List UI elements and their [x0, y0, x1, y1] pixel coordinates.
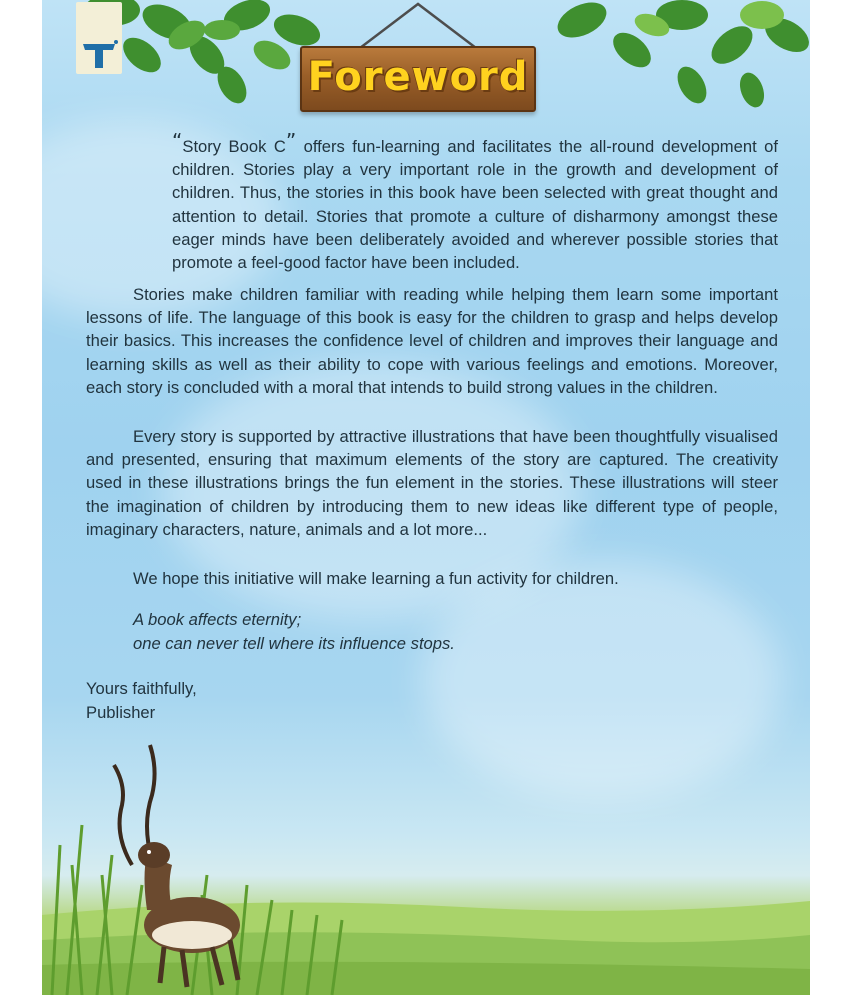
- book-title: Story Book C: [182, 137, 286, 156]
- sign-off: [86, 677, 197, 724]
- paragraph-3: Every story is supported by attractive illustrations that have been thoughtfully visualised and presented, ensuring that maximum elements of the story are captured. The creativity used in these illustrations brings the fun element in the stories. These illustrations will steer the imagination of children by introducing them to new ideas like different type of people, imaginary characters, nature, animals and a lot more...: [86, 427, 778, 539]
- paragraph-4: We hope this initiative will make learning a fun activity for children.: [133, 569, 619, 588]
- quote-line-1: A book affects eternity;: [133, 610, 302, 629]
- title-sign: [300, 36, 536, 112]
- close-quote: ”: [285, 129, 297, 153]
- sign-rope-icon: [300, 0, 536, 50]
- foreword-page: [42, 0, 810, 995]
- closing-quote: [133, 608, 455, 655]
- landscape-illustration: [42, 725, 810, 995]
- publisher-logo-icon: [76, 2, 122, 74]
- paragraph-2: Stories make children familiar with reading while helping them learn some important lessons of life. The language of this book is easy for the children to grasp and helps develop their basics. This increases the confidence level of children and improves their language and learning skills as well as their ability to cope with various feelings and emotions. Moreover, each story is concluded with a moral that intends to build strong values in the children.: [86, 285, 778, 397]
- leaves-icon: [542, 0, 810, 110]
- sign-off-line-2: Publisher: [86, 702, 156, 722]
- sign-off-line-1: Yours faithfully,: [86, 679, 197, 698]
- paragraph-1-body: [86, 129, 778, 274]
- paragraph-1-text: offers fun-learning and facilitates the all-round development of children. Stories play a very important role in the growth and development of children. Thus, the stories in this book have been selected with great thought and attention to detail. Stories that promote a culture of disharmony amongst these eager minds have been deliberately avoided and wherever possible stories that promote a feel-good factor have been included.: [172, 137, 778, 273]
- publisher-logo: [76, 2, 122, 74]
- quote-line-2: one can never tell where its influence stops.: [133, 633, 455, 653]
- paragraph-1: [86, 129, 778, 274]
- open-quote: “: [172, 129, 183, 153]
- page-title: Foreword: [307, 54, 529, 100]
